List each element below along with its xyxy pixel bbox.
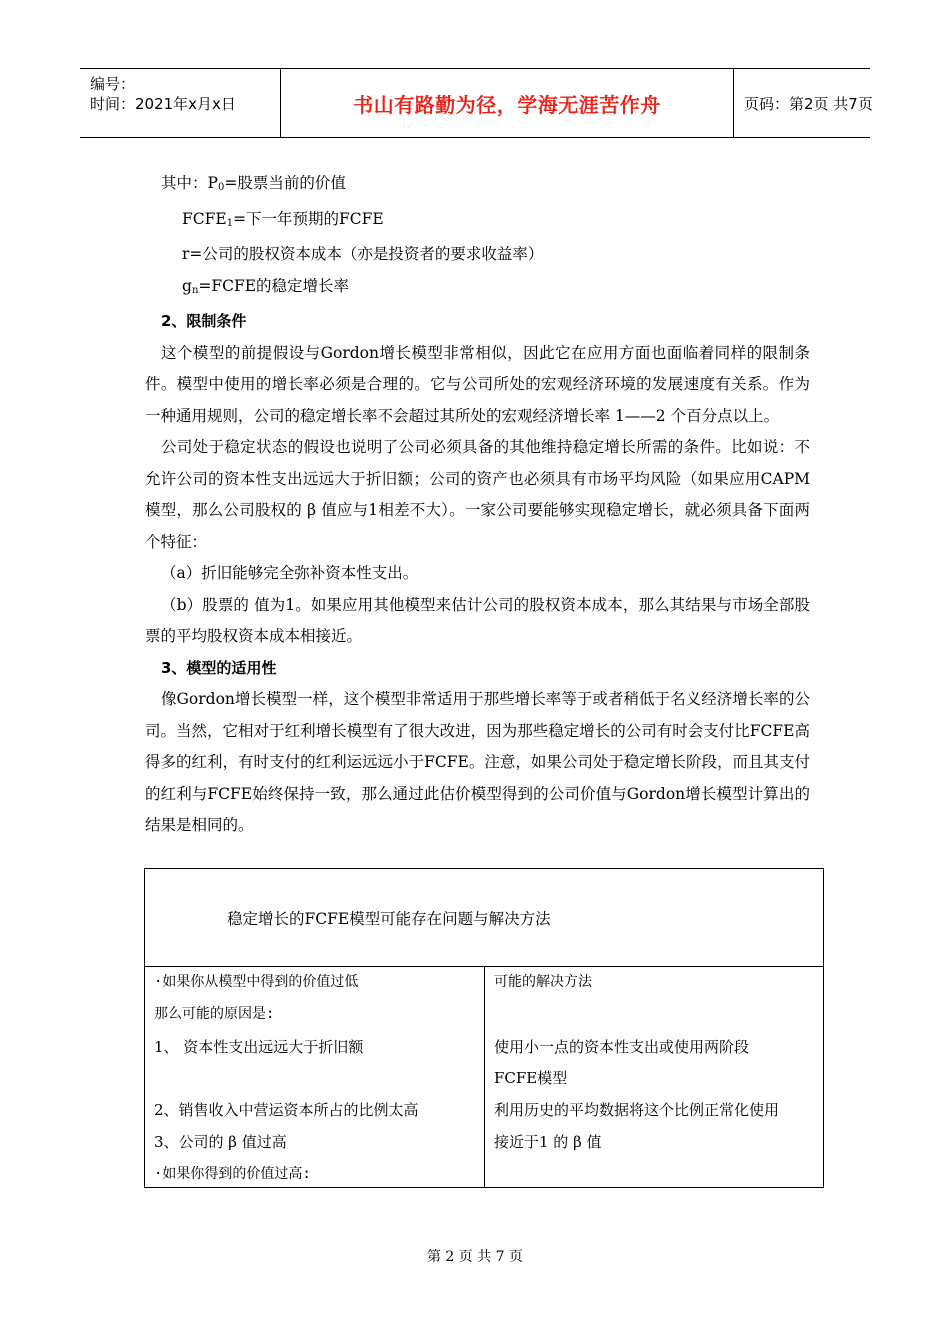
table-right-line-1: 可能的解决方法 xyxy=(494,974,592,990)
problems-solutions-table xyxy=(144,868,824,1188)
table-problems-column xyxy=(145,967,485,1187)
table-left-line-5: 3、公司的 β 值过高 xyxy=(154,1133,287,1151)
table-right-line-5: 接近于1 的 β 值 xyxy=(494,1133,602,1151)
page-footer: 第 2 页 共 7 页 xyxy=(426,1249,524,1265)
table-title: 稳定增长的FCFE模型可能存在问题与解决方法 xyxy=(227,910,551,928)
fcfe1-subscript: 1 xyxy=(226,217,234,229)
fcfe1-symbol: FCFE xyxy=(182,209,227,228)
p0-text: =股票当前的价值 xyxy=(224,174,346,192)
definition-gn xyxy=(145,271,810,307)
table-right-line-2: 使用小一点的资本性支出或使用两阶段 xyxy=(494,1038,750,1056)
section-2-heading: 2、限制条件 xyxy=(161,312,247,330)
definition-fcfe1 xyxy=(145,204,810,240)
document-body xyxy=(145,168,810,842)
definition-r: r=公司的股权资本成本（亦是投资者的要求收益率） xyxy=(182,245,544,263)
table-right-line-3: FCFE模型 xyxy=(494,1069,568,1087)
motto: 书山有路勤为径，学海无涯苦作舟 xyxy=(353,92,661,117)
page-info: 页码：第2页 共7页 xyxy=(744,94,873,113)
section-2-paragraph-1: 这个模型的前提假设与Gordon增长模型非常相似，因此它在应用方面也面临着同样的限制条件。模型中使用的增长率必须是合理的。它与公司所处的宏观经济环境的发展速度有关系。作为一种通用规则，公司的稳定增长率不会超过其所处的宏观经济增长率 1——2 个百分点以上。 xyxy=(145,343,810,425)
p0-symbol: P xyxy=(207,174,218,192)
page-header xyxy=(80,68,873,138)
section-3-heading: 3、模型的适用性 xyxy=(161,658,277,677)
table-left-line-3: 1、 资本性支出远远大于折旧额 xyxy=(154,1038,364,1056)
table-left-line-2: 那么可能的原因是: xyxy=(154,1006,275,1022)
table-left-line-6: ·如果你得到的价值过高: xyxy=(154,1166,311,1182)
section-2-item-b: （b）股票的 值为1。如果应用其他模型来估计公司的股权资本成本，那么其结果与市场全部股票的平均股权资本成本相接近。 xyxy=(145,595,810,645)
section-2-item-a: （a）折旧能够完全弥补资本性支出。 xyxy=(161,564,419,582)
header-page-cell xyxy=(734,69,880,137)
p0-subscript: 0 xyxy=(217,182,225,193)
section-3-paragraph-1: 像Gordon增长模型一样，这个模型非常适用于那些增长率等于或者稍低于名义经济增长率的公司。当然，它相对于红利增长模型有了很大改进，因为那些稳定增长的公司有时会支付比FCFE高得多的红利，有时支付的红利运远远小于FCFE。注意，如果公司处于稳定增长阶段，而且其支付的红利与FCFE始终保持一致，那么通过此估价模型得到的公司价值与Gordon增长模型计算出的结果是相同的。 xyxy=(145,690,810,834)
gn-symbol: g xyxy=(182,276,192,295)
table-solutions-column xyxy=(485,967,823,1187)
document-date: 时间：2021年x月x日 xyxy=(90,95,236,113)
table-left-line-4: 2、销售收入中营运资本所占的比例太高 xyxy=(154,1101,419,1119)
header-motto-cell xyxy=(281,69,734,137)
fcfe1-text: =下一年预期的FCFE xyxy=(233,209,384,228)
gn-subscript: n xyxy=(191,284,199,296)
definition-intro: 其中： xyxy=(161,174,208,192)
document-number-label: 编号： xyxy=(90,75,136,93)
table-right-line-4: 利用历史的平均数据将这个比例正常化使用 xyxy=(494,1101,780,1119)
header-meta xyxy=(80,69,281,137)
definition-p0 xyxy=(145,168,810,204)
table-title-row xyxy=(145,869,823,967)
table-left-line-1: ·如果你从模型中得到的价值过低 xyxy=(154,974,359,990)
section-2-paragraph-2: 公司处于稳定状态的假设也说明了公司必须具备的其他维持稳定增长所需的条件。比如说：不允许公司的资本性支出远远大于折旧额；公司的资产也必须具有市场平均风险（如果应用CAPM模型，那么公司股权的 β 值应与1相差不大）。一家公司要能够实现稳定增长，就必须具备下面两个特征： xyxy=(145,438,810,551)
gn-text: =FCFE的稳定增长率 xyxy=(198,276,350,295)
